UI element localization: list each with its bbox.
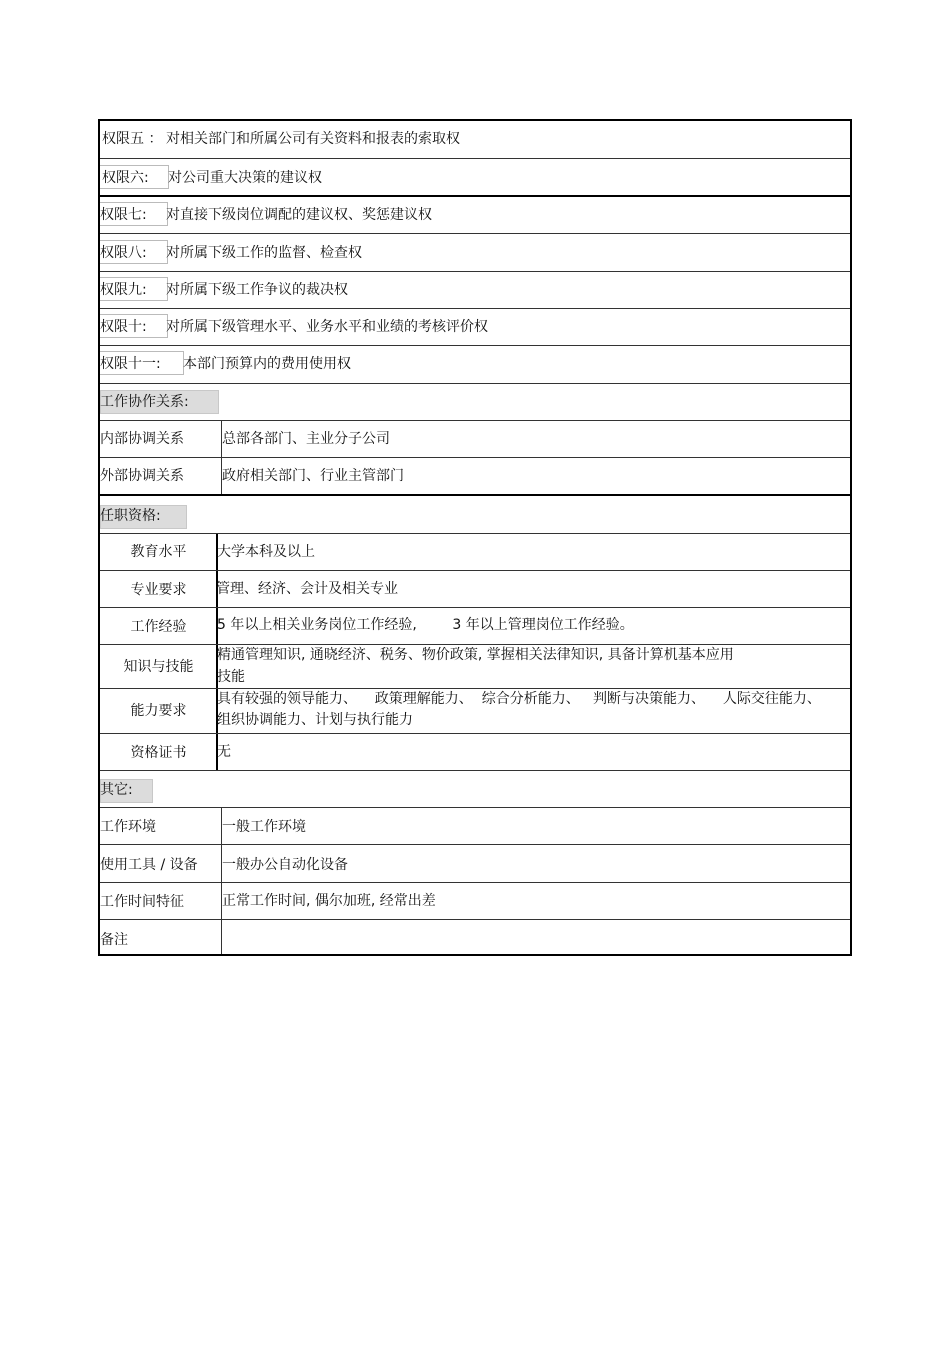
qualification-row-certificate [100,734,850,771]
row-label: 工作时间特征 [100,894,184,910]
row-label: 使用工具 / 设备 [100,857,198,873]
authority-text: 本部门预算内的费用使用权 [183,356,351,372]
other-row-environment [100,808,850,845]
qualifications-header: 任职资格: [100,508,161,524]
authority-label: 权限十: [100,319,147,335]
authority-row-11 [100,346,850,384]
authority-label: 权限八: [100,245,147,261]
row-label: 专业要求 [130,582,187,598]
other-header-row [100,771,850,808]
authority-text: 对所属下级管理水平、业务水平和业绩的考核评价权 [166,319,488,335]
row-label: 备注 [100,932,128,948]
row-value-line2: 技能 [217,669,245,685]
authority-text: 对直接下级岗位调配的建议权、奖惩建议权 [166,207,432,223]
row-value-line2: 组织协调能力、计划与执行能力 [217,712,413,728]
row-label: 内部协调关系 [100,431,184,447]
authority-row-10 [100,309,850,346]
authority-row-5 [100,121,850,159]
cooperation-row-external [100,458,850,496]
job-description-table [98,119,852,956]
row-label: 外部协调关系 [100,468,184,484]
authority-row-9 [100,272,850,309]
authority-label: 权限五 ： [102,131,163,147]
authority-row-7 [100,197,850,234]
row-value: 5 年以上相关业务岗位工作经验, 3 年以上管理岗位工作经验。 [217,617,634,633]
authority-row-6 [100,159,850,197]
row-value-line1: 具有较强的领导能力、 政策理解能力、 综合分析能力、 判断与决策能力、 人际交往能力、 [217,691,821,707]
row-label: 能力要求 [130,703,187,719]
row-value: 大学本科及以上 [217,544,315,560]
authority-label: 权限十一: [100,356,161,372]
row-value: 正常工作时间, 偶尔加班, 经常出差 [222,893,436,909]
row-label: 知识与技能 [123,659,194,675]
qualification-row-ability [100,689,850,734]
other-row-remarks [100,920,850,954]
row-label: 资格证书 [130,745,187,761]
authority-text: 对公司重大决策的建议权 [168,170,322,186]
cooperation-header-row [100,384,850,421]
qualification-row-knowledge [100,645,850,689]
authority-label: 权限六: [102,170,149,186]
qualification-row-experience [100,608,850,645]
row-label: 教育水平 [130,544,187,560]
row-value: 政府相关部门、行业主管部门 [222,468,404,484]
row-label: 工作经验 [130,619,187,635]
column-divider [221,920,222,954]
authority-text: 对所属下级工作争议的裁决权 [166,282,348,298]
row-label: 工作环境 [100,819,156,835]
row-value-line1: 精通管理知识, 通晓经济、税务、物价政策, 掌握相关法律知识, 具备计算机基本应用 [217,647,734,663]
authority-label: 权限九: [100,282,147,298]
other-row-worktime [100,883,850,920]
row-value: 总部各部门、主业分子公司 [222,431,390,447]
qualification-row-major [100,571,850,608]
authority-label: 权限七: [100,207,147,223]
row-value: 管理、经济、会计及相关专业 [216,581,398,597]
row-value: 一般办公自动化设备 [222,857,348,873]
authority-text: 对相关部门和所属公司有关资料和报表的索取权 [166,131,460,147]
authority-text: 对所属下级工作的监督、检查权 [166,245,362,261]
cooperation-row-internal [100,421,850,458]
cooperation-header: 工作协作关系: [100,394,189,410]
row-value: 无 [217,744,231,760]
qualifications-header-row [100,496,850,534]
other-header: 其它: [100,782,133,798]
qualification-row-education [100,534,850,571]
authority-row-8 [100,234,850,272]
row-value: 一般工作环境 [222,819,306,835]
other-row-tools [100,845,850,883]
